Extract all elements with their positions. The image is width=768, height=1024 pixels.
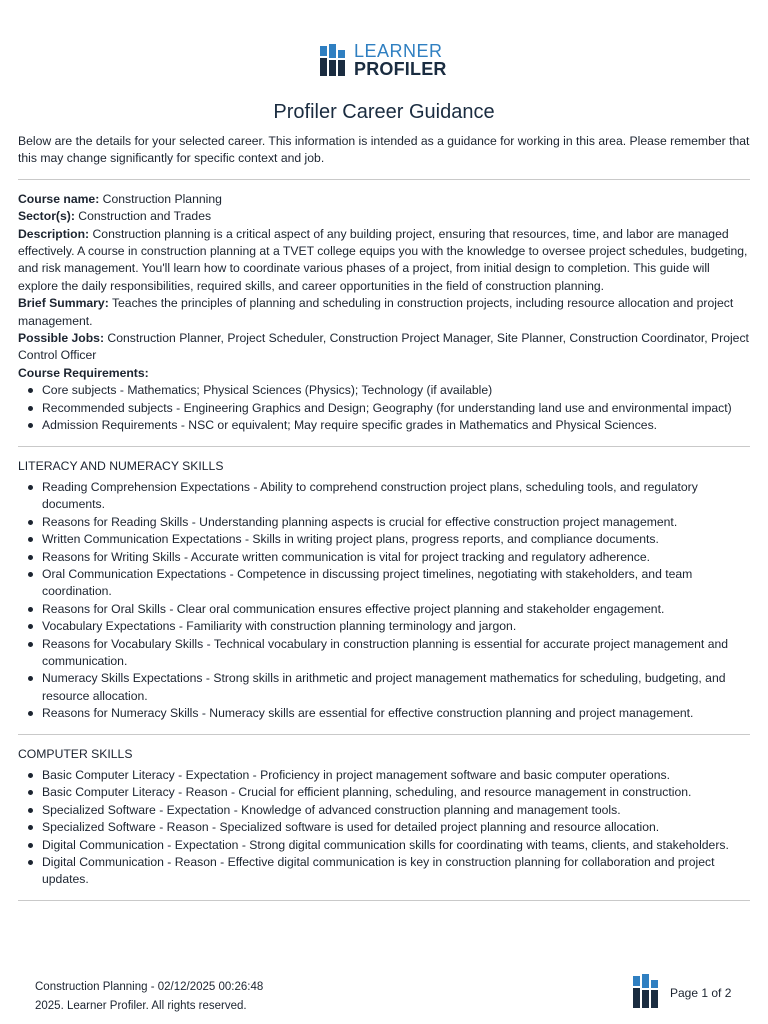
logo-line-2: PROFILER [354, 59, 447, 79]
divider [18, 446, 750, 447]
logo-line-1: LEARNER [354, 41, 443, 61]
computer-heading: COMPUTER SKILLS [18, 746, 133, 761]
description-row [18, 226, 750, 296]
main-content [18, 133, 750, 901]
list-item: Written Communication Expectations - Skills in writing project plans, progress reports, and compliance documents. [42, 531, 750, 548]
divider [18, 734, 750, 735]
description-value: Construction planning is a critical aspect of any building project, ensuring that resources, time, and labor are managed effectively. A course in construction planning at a TVET college equips you with the knowledge to oversee project schedules, budgeting, and risk management. You'll learn how to coordinate various phases of a project, from initial design to completion. This guide will explore the daily responsibilities, required skills, and career opportunities in the field of construction planning. [18, 226, 748, 293]
page-number: Page 1 of 2 [670, 986, 732, 1000]
footer-timestamp: Construction Planning - 02/12/2025 00:26:48 [35, 981, 264, 993]
summary-row [18, 295, 750, 330]
list-item: Vocabulary Expectations - Familiarity with construction planning terminology and jargon. [42, 618, 750, 635]
course-name-label: Course name: [18, 191, 100, 206]
divider [18, 900, 750, 901]
list-item: Reasons for Numeracy Skills - Numeracy skills are essential for effective construction planning and project management. [42, 705, 750, 722]
literacy-heading: LITERACY AND NUMERACY SKILLS [18, 458, 224, 473]
course-details [18, 191, 750, 435]
jobs-row [18, 330, 750, 365]
list-item: Reading Comprehension Expectations - Ability to comprehend construction project plans, scheduling tools, and regulatory documents. [42, 479, 750, 514]
course-name-value: Construction Planning [102, 191, 222, 206]
sector-value: Construction and Trades [78, 209, 212, 224]
jobs-label: Possible Jobs: [18, 331, 105, 346]
logo [320, 42, 460, 82]
list-item: Numeracy Skills Expectations - Strong skills in arithmetic and project management mathematics for scheduling, budgeting, and resource allocation. [42, 670, 750, 705]
list-item: Reasons for Reading Skills - Understanding planning aspects is crucial for effective construction project management. [42, 514, 750, 531]
list-item: Specialized Software - Expectation - Knowledge of advanced construction planning and management tools. [42, 802, 750, 819]
summary-label: Brief Summary: [18, 296, 109, 311]
list-item: Digital Communication - Reason - Effective digital communication is key in construction planning for collaboration and project updates. [42, 854, 750, 889]
footer-logo-icon [633, 974, 663, 1010]
page-title: Profiler Career Guidance [273, 101, 495, 123]
list-item: Core subjects - Mathematics; Physical Sciences (Physics); Technology (if available) [42, 382, 750, 399]
course-name-row [18, 191, 750, 208]
list-item: Oral Communication Expectations - Competence in discussing project timelines, negotiating with stakeholders, and team coordination. [42, 566, 750, 601]
list-item: Basic Computer Literacy - Reason - Crucial for efficient planning, scheduling, and resource management in construction. [42, 784, 750, 801]
list-item: Specialized Software - Reason - Specialized software is used for detailed project planning and resource allocation. [42, 819, 750, 836]
summary-value: Teaches the principles of planning and scheduling in construction projects, including resource allocation and project management. [18, 296, 734, 328]
description-label: Description: [18, 226, 90, 241]
requirements-row [18, 365, 750, 382]
sector-row [18, 208, 750, 225]
logo-mark-icon [320, 44, 350, 78]
requirements-list [18, 382, 750, 434]
footer-copyright: 2025. Learner Profiler. All rights reserved. [35, 1000, 247, 1012]
jobs-value: Construction Planner, Project Scheduler, Construction Project Manager, Site Planner, Construction Coordinator, Project Control Officer [18, 331, 749, 363]
intro-text: Below are the details for your selected career. This information is intended as a guidance for working in this area. Please remember that this may change significantly for specific context and job. [18, 134, 750, 166]
list-item: Reasons for Oral Skills - Clear oral communication ensures effective project planning and stakeholder engagement. [42, 601, 750, 618]
footer [35, 978, 263, 1016]
list-item: Reasons for Vocabulary Skills - Technical vocabulary in construction planning is essential for accurate project management and communication. [42, 636, 750, 671]
requirements-label: Course Requirements: [18, 365, 149, 380]
sector-label: Sector(s): [18, 209, 75, 224]
list-item: Digital Communication - Expectation - Strong digital communication skills for coordinating with teams, clients, and stakeholders. [42, 837, 750, 854]
computer-list [18, 767, 750, 889]
list-item: Admission Requirements - NSC or equivalent; May require specific grades in Mathematics and Physical Sciences. [42, 417, 750, 434]
list-item: Basic Computer Literacy - Expectation - Proficiency in project management software and basic computer operations. [42, 767, 750, 784]
literacy-list [18, 479, 750, 723]
list-item: Recommended subjects - Engineering Graphics and Design; Geography (for understanding land use and environmental impact) [42, 400, 750, 417]
list-item: Reasons for Writing Skills - Accurate written communication is vital for project tracking and regulatory adherence. [42, 549, 750, 566]
divider [18, 179, 750, 180]
